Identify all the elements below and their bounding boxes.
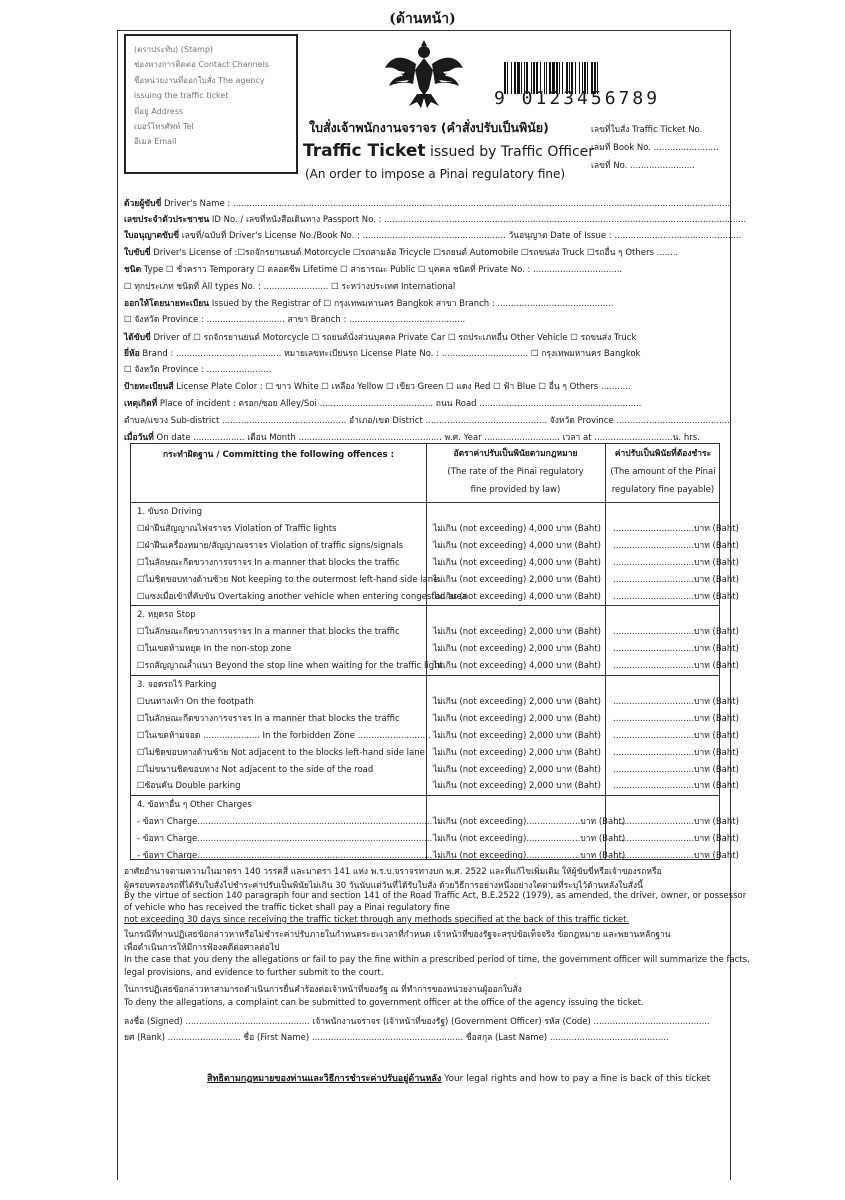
offence-section-title: 3. จอดรถไว้ Parking [137, 680, 217, 690]
rate-column-header [426, 445, 605, 499]
form-line [124, 228, 741, 242]
footer-note [207, 1071, 710, 1085]
agency-box-line: issuing the traffic ticket [134, 91, 229, 101]
fine-rate: ไม่เกิน (not exceeding) 2,000 บาท (Baht) [433, 713, 601, 724]
offence-checkbox-item[interactable]: ☐รถสัญญาณล้ำแนว Beyond the stop line when waiting for the traffic light [137, 661, 443, 672]
form-line [124, 196, 730, 210]
footer-note-rest: Your legal rights and how to pay a fine is back of this ticket [441, 1074, 711, 1084]
fine-payable[interactable]: ..............................บาท (Baht) [613, 781, 739, 792]
column-header-line: regulatory fine payable) [611, 485, 715, 495]
payable-column-header [605, 445, 721, 499]
offence-checkbox-item[interactable]: ☐ไม่ชิดขอบทางด้านซ้าย Not keeping to the outermost left-hand side lane [137, 574, 439, 585]
fine-rate: ไม่เกิน (not exceeding) 4,000 บาท (Baht) [433, 661, 601, 672]
offence-checkbox-item[interactable]: ☐บนทางเท้า On the footpath [137, 696, 254, 707]
offence-checkbox-item[interactable]: ☐ในเขตห้ามหยุด In the non-stop zone [137, 644, 292, 655]
form-line-label: ด้วยผู้ขับขี่ [124, 199, 162, 209]
column-header-line: (The rate of the Pinai regulatory [447, 467, 584, 477]
form-line-label: ยี่ห้อ [124, 349, 140, 359]
legal-notice-line: not exceeding 30 days since receiving the traffic ticket through any methods specified at the back of this traffic ticket. [124, 915, 630, 925]
legal-notice-line: of vehicle who has received the traffic ticket shall pay a Pinai regulatory fine [124, 903, 450, 913]
fine-payable[interactable]: ..............................บาท (Baht) [613, 747, 739, 758]
form-line [124, 413, 730, 427]
offence-checkbox-item[interactable]: ☐ในลักษณะกีดขวางการจราจร In a manner that blocks the traffic [137, 713, 400, 724]
legal-notice-line: ในการปฏิเสธข้อกล่าวหาสามารถดำเนินการยื่นคำร้องต่อเจ้าหน้าที่ของรัฐ ณ ที่ทำการของหน่วยงานผู้ออกใบสั่ง [124, 985, 522, 995]
fine-rate: ไม่เกิน (not exceeding)....................บาท (Baht) [433, 817, 626, 828]
barcode-number: 9 0123456789 [494, 88, 661, 109]
form-line-label: ใบขับขี่ [124, 248, 151, 258]
fine-rate: ไม่เกิน (not exceeding) 2,000 บาท (Baht) [433, 644, 601, 655]
fine-payable[interactable]: ..............................บาท (Baht) [613, 713, 739, 724]
form-line [124, 430, 700, 444]
form-line-field[interactable]: Driver's License of :☐รถจักรยานยนต์ Motorcycle ☐รถสามล้อ Tricycle ☐รถยนต์ Automobile ☐รถขนส่ง Truck ☐รถอื่น ๆ Others ........ [150, 248, 679, 258]
form-line-label: ป้ายทะเบียนสี [124, 382, 174, 392]
fine-rate: ไม่เกิน (not exceeding) 2,000 บาท (Baht) [433, 627, 601, 638]
offence-checkbox-item[interactable]: ☐ในเขตห้ามจอด ..................... In the forbidden Zone ........................... [137, 730, 431, 741]
form-line-field[interactable]: Issued by the Registrar of ☐ กรุงเทพมหานคร Bangkok สาขา Branch : ........................................... [209, 299, 614, 309]
column-header-line: อัตราค่าปรับเป็นพินัยตามกฎหมาย [453, 449, 578, 459]
offence-checkbox-item[interactable]: ☐แซงเมื่อเข้าที่คับขัน Overtaking another vehicle when entering congested area [137, 591, 467, 602]
ticket-number-field: เลขที่ใบสั่ง Traffic Ticket No. [591, 125, 703, 135]
form-line-label: ได้ขับขี่ [124, 333, 151, 343]
form-line-label: เหตุเกิดที่ [124, 399, 158, 409]
form-line-field[interactable]: On date ................... เดือน Month ..................................................... พ.ศ. Year ............................ เวลา at .............................น. hrs. [153, 433, 700, 443]
form-line [124, 262, 622, 276]
fine-rate: ไม่เกิน (not exceeding) 2,000 บาท (Baht) [433, 764, 601, 775]
form-line-label: ชนิด [124, 265, 142, 275]
form-line [124, 245, 678, 259]
column-header-line: (The amount of the Pinai [610, 467, 716, 477]
form-line-field[interactable]: ตำบล/แขวง Sub-district .............................................. อำเภอ/เขต District ............................................. จังหวัด Province .......................................... [124, 416, 730, 426]
offence-checkbox-item[interactable]: - ข้อหา Charge....................................................................................... [137, 851, 433, 861]
agency-box-line: เบอร์โทรศัพท์ Tel [134, 122, 194, 132]
offence-section-title: 2. หยุดรถ Stop [137, 610, 196, 621]
fine-payable[interactable]: ..............................บาท (Baht) [613, 523, 739, 534]
fine-rate: ไม่เกิน (not exceeding)....................บาท (Baht) [433, 834, 626, 845]
fine-rate: ไม่เกิน (not exceeding) 2,000 บาท (Baht) [433, 696, 601, 707]
form-line-field[interactable]: ☐ จังหวัด Province : ........................ [124, 365, 272, 375]
garuda-emblem-icon [383, 40, 465, 110]
offence-section-title: 1. ขับรถ Driving [137, 507, 203, 517]
fine-payable[interactable]: ..............................บาท (Baht) [613, 730, 739, 741]
footer-note-bold: สิทธิตามกฎหมายของท่านและวิธีการชำระค่าปรับอยู่ด้านหลัง [207, 1074, 442, 1084]
form-line [124, 346, 640, 360]
offence-checkbox-item[interactable]: - ข้อหา Charge....................................................................................... [137, 834, 433, 845]
fine-payable[interactable]: ..............................บาท (Baht) [613, 591, 739, 602]
agency-box-line: ชื่อหน่วยงานที่ออกใบสั่ง The agency [134, 75, 265, 85]
agency-box-line: (ตราประทับ) (Stamp) [134, 45, 214, 54]
form-line-label: ใบอนุญาตขับขี่ [124, 231, 180, 241]
legal-notice-line: By the virtue of section 140 paragraph four and section 141 of the Road Traffic Act, B.E.2522 (1979), as amended, the driver, owner, or possessor [124, 891, 747, 901]
ticket-title-english [303, 141, 594, 161]
legal-notice-line: legal provisions, and evidence to further submit to the court. [124, 968, 384, 978]
legal-notice-line: เพื่อดำเนินการให้มีการฟ้องคดีต่อศาลต่อไป [124, 943, 280, 953]
form-line [124, 330, 636, 344]
offences-table [130, 443, 739, 861]
signature-line[interactable]: ยศ (Rank) ........................... ชื่อ (First Name) ........................................................ ชื่อสกุล (Last Name) ............................................ [124, 1033, 669, 1043]
form-line-field[interactable]: ☐ ทุกประเภท ชนิดที่ All types No. : ........................ ☐ ระหว่างประเทศ International [124, 282, 456, 292]
fine-rate: ไม่เกิน (not exceeding)....................บาท (Baht) [433, 851, 626, 861]
ticket-title-thai: ใบสั่งเจ้าพนักงานจราจร (คำสั่งปรับเป็นพินัย) [309, 120, 549, 135]
fine-payable[interactable]: ..............................บาท (Baht) [613, 661, 739, 672]
offences-column-header: กระทำผิดฐาน / Committing the following offences : [163, 450, 394, 460]
agency-stamp-box [124, 34, 298, 174]
form-line-field[interactable]: Brand : ....................................... หมายเลขทะเบียนรถ License Plate No. : ................................ ☐ กรุงเทพมหานคร Bangkok [139, 349, 641, 359]
form-line-field[interactable]: เลขที่/ฉบับที่ Driver's License No./Book No. : ..................................................... วันอนุญาต Date of Issue : ............................................... [179, 231, 742, 241]
column-header-line: fine provided by law) [470, 485, 561, 495]
fine-payable[interactable]: ..............................บาท (Baht) [613, 627, 739, 638]
form-line [124, 212, 746, 226]
fine-rate: ไม่เกิน (not exceeding) 4,000 บาท (Baht) [433, 557, 601, 568]
agency-box-line: อีเมล Email [134, 137, 177, 147]
agency-box-line: ช่องทางการติดต่อ Contact Channels [134, 60, 270, 70]
legal-notice-line: ผู้ครอบครองรถที่ได้รับใบสั่งไปชำระค่าปรับเป็นพินัยไม่เกิน 30 วันนับแต่วันที่ได้รับใบสั่ง ด้วยวิธีการอย่างหนึ่งอย่างใดตามที่ระบุไว้ด้านหลังใบสั่งนี้ [124, 881, 643, 891]
fine-payable[interactable]: ..............................บาท (Baht) [613, 817, 739, 828]
fine-rate: ไม่เกิน (not exceeding) 4,000 บาท (Baht) [433, 523, 601, 534]
form-line-field[interactable]: Driver's Name : ........................................................................................................................................................................................ [161, 199, 731, 209]
front-side-label: (ด้านหน้า) [389, 11, 456, 27]
offence-checkbox-item[interactable]: ☐ฝ่าฝืนสัญญาณไฟจราจร Violation of Traffic lights [137, 523, 337, 534]
fine-rate: ไม่เกิน (not exceeding) 2,000 บาท (Baht) [433, 747, 601, 758]
form-line-field[interactable]: Type ☐ ชั่วคราว Temporary ☐ ตลอดชีพ Lifetime ☐ สาธารณะ Public ☐ บุคคล ชนิดที่ Private No. : ................................. [141, 265, 623, 275]
ticket-subtitle: (An order to impose a Pinai regulatory fine) [305, 167, 566, 181]
form-line-label: เลขประจำตัวประชาชน [124, 215, 210, 225]
signature-line[interactable]: ลงชื่อ (Signed) .............................................. เจ้าพนักงานจราจร (เจ้าหน้าที่ของรัฐ) (Government Officer) รหัส (Code) ........................................... [124, 1017, 710, 1027]
fine-payable[interactable]: ..............................บาท (Baht) [613, 834, 739, 845]
form-line-field[interactable]: ☐ จังหวัด Province : ............................. สาขา Branch : ........................................... [124, 315, 466, 325]
fine-payable[interactable]: ..............................บาท (Baht) [613, 764, 739, 775]
offence-checkbox-item[interactable]: - ข้อหา Charge....................................................................................... [137, 817, 433, 828]
ticket-title-bold: Traffic Ticket [303, 141, 426, 161]
legal-notice-line: ในกรณีที่ท่านปฏิเสธข้อกล่าวหาหรือไม่ชำระค่าปรับภายในกำหนดระยะเวลาที่กำหนด เจ้าหน้าที่ของรัฐจะสรุปข้อเท็จจริง ข้อกฎหมาย และพยานหลักฐาน [124, 930, 671, 940]
form-line-field[interactable]: ID No. / เลขที่หนังสือเดินทาง Passport No. : ...................................................................................................................................... [209, 215, 747, 225]
form-line-field[interactable]: Driver of ☐ รถจักรยานยนต์ Motorcycle ☐ รถยนต์นั่งส่วนบุคคล Private Car ☐ รถประเภทอื่น Other Vehicle ☐ รถขนส่ง Truck [150, 333, 637, 343]
agency-box-line: ที่อยู่ Address [134, 106, 184, 116]
fine-rate: ไม่เกิน (not exceeding) 2,000 บาท (Baht) [433, 730, 601, 741]
legal-notice-line: In the case that you deny the allegations or fail to pay the fine within a prescribed period of time, the government officer will summarize the facts, [124, 955, 750, 965]
number-field: เลขที่ No. ........................ [591, 161, 695, 171]
fine-payable[interactable]: ..............................บาท (Baht) [613, 557, 739, 568]
form-line [124, 379, 631, 393]
book-number-field: เล่มที่ Book No. ........................ [591, 143, 719, 153]
offence-checkbox-item[interactable]: ☐ไม่ชิดขอบทางด้านซ้าย Not adjacent to the blocks left-hand side lane [137, 747, 425, 758]
offence-checkbox-item[interactable]: ☐ซ้อนคัน Double parking [137, 781, 241, 792]
legal-notice-line: อาศัยอำนาจตามความในมาตรา 140 วรรคสี่ และมาตรา 141 แห่ง พ.ร.บ.จราจรทางบก พ.ศ. 2522 และที่แก้ไขเพิ่มเติม ให้ผู้ขับขี่หรือเจ้าของรถหรือ [124, 867, 662, 877]
form-line [124, 279, 455, 293]
fine-rate: ไม่เกิน (not exceeding) 2,000 บาท (Baht) [433, 574, 601, 585]
fine-payable[interactable]: ..............................บาท (Baht) [613, 644, 739, 655]
form-line-field[interactable]: Place of incident : ตรอก/ซอย Alley/Soi .......................................... ถนน Road ............................................................ [157, 399, 642, 409]
fine-payable[interactable]: ..............................บาท (Baht) [613, 574, 739, 585]
column-header-line: ค่าปรับเป็นพินัยที่ต้องชำระ [614, 449, 712, 459]
fine-rate: ไม่เกิน (not exceeding) 4,000 บาท (Baht) [433, 591, 601, 602]
fine-payable[interactable]: ..............................บาท (Baht) [613, 696, 739, 707]
fine-payable[interactable]: ..............................บาท (Baht) [613, 540, 739, 551]
offence-checkbox-item[interactable]: ☐ในลักษณะกีดขวางการจราจร In a manner that blocks the traffic [137, 557, 400, 568]
fine-rate: ไม่เกิน (not exceeding) 4,000 บาท (Baht) [433, 540, 601, 551]
ticket-title-rest: issued by Traffic Officer [425, 144, 595, 160]
form-line-label: ออกให้โดยนายทะเบียน [124, 299, 209, 309]
form-line [124, 396, 641, 410]
offence-section-title: 4. ข้อหาอื่น ๆ Other Charges [137, 800, 252, 811]
offence-checkbox-item[interactable]: ☐ไม่ขนานชิดขอบทาง Not adjacent to the side of the road [137, 764, 374, 775]
offence-checkbox-item[interactable]: ☐ในลักษณะกีดขวางการจราจร In a manner that blocks the traffic [137, 627, 400, 638]
form-line [124, 312, 465, 326]
form-line-field[interactable]: License Plate Color : ☐ ขาว White ☐ เหลือง Yellow ☐ เขียว Green ☐ แดง Red ☐ ฟ้า Blue ☐ อื่น ๆ Others ........... [173, 382, 631, 392]
fine-payable[interactable]: ..............................บาท (Baht) [613, 851, 739, 861]
form-line [124, 296, 614, 310]
offence-checkbox-item[interactable]: ☐ฝ่าฝืนเครื่องหมาย/สัญญาณจราจร Violation of traffic signs/signals [137, 540, 404, 551]
fine-rate: ไม่เกิน (not exceeding) 2,000 บาท (Baht) [433, 781, 601, 792]
legal-notice-line: To deny the allegations, a complaint can be submitted to government officer at the office of the agency issuing the ticket. [124, 998, 644, 1008]
form-line [124, 362, 271, 376]
form-line-label: เมื่อวันที่ [124, 433, 154, 443]
